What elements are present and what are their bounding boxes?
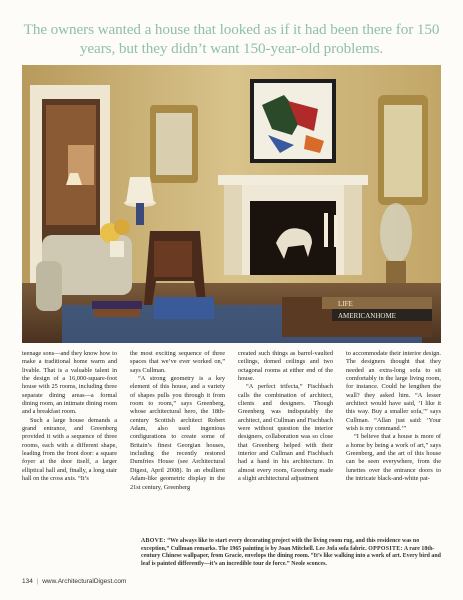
column-2 xyxy=(130,350,225,530)
book-spine-1: LIFE xyxy=(338,300,353,308)
paragraph: “A perfect trifecta,” Fischbach calls the combination of architect, clients and designers. Though Greenberg was indisputably the architect, and Cullman and Fischbach were without question the interior designers, collaboration was so close that Greenberg helped with their interior and Cullman and Fischbach had a hand in his architecture. In almost every room, Greenberg made a slight architectural adjustment xyxy=(238,383,333,483)
living-room-photo xyxy=(22,65,441,343)
living-room-illustration xyxy=(22,65,441,343)
footer-separator: | xyxy=(36,578,39,585)
caption-lead-above: ABOVE: xyxy=(141,538,166,544)
caption-text-above: “We always like to start every decorating project with the living room rug, and this residence was no exception,” Cullman remarks. The 1965 painting is by Joan Mitchell. Lee Jofa sofa fabric. xyxy=(141,538,420,552)
pull-quote: The owners wanted a house that looked as if it had been there for 150 years, but they didn’t want 150-year-old problems. xyxy=(23,21,440,57)
column-3 xyxy=(238,350,333,530)
paragraph: “A strong geometry is a key element of this house, and a variety of shapes pulls you through it from room to room,” says Greenberg, whose architectural hero, the 18th-century Scottish architect Robert Adam, also used ingenious configurations to create some of Britain’s finest Georgian houses, including the recently restored Dumfries House (see Architectural Digest, April 2008). In an ebullient Adam-like geometric display in the 21st century, Greenberg xyxy=(130,375,225,491)
caption-text-opposite: A rare 18th-century Chinese wallpaper, from Gracie, envelops the dining room. “It’s like walking into a work of art. Every bird and leaf is painted differently—it’s an incredible tour de force.” Neole sconces. xyxy=(141,545,441,568)
page-number: 134 xyxy=(22,578,33,585)
photo-caption xyxy=(141,538,441,569)
website-link[interactable]: www.ArchitecturalDigest.com xyxy=(42,578,127,585)
article-body xyxy=(22,350,441,530)
book-spine-2: AMERICANHOME xyxy=(338,312,396,320)
page-footer xyxy=(22,578,126,585)
paragraph: created such things as barrel-vaulted ceilings, domed ceilings and two octagonal rooms at either end of the house. xyxy=(238,350,333,383)
table-lamp xyxy=(126,177,154,203)
paragraph: teenage sons—and they know how to make a traditional home warm and livable. That is a valuable talent in the design of a 16,000-square-foot house with 25 rooms, including three separate dining areas—a formal dining room, an intimate dining room and a breakfast room. xyxy=(22,350,117,416)
caption-lead-opposite: OPPOSITE: xyxy=(368,545,403,552)
paragraph: to accommodate their interior design. The designers thought that they needed an extra-long sofa to sit comfortably in the large living room, for instance. Could he lengthen the wall? they asked him. “A lesser architect would have said, ‘I like it this way. Buy a smaller sofa,’” says Cullman. “Allan just said: ‘Your wish is my command.’” xyxy=(346,350,441,433)
column-1 xyxy=(22,350,117,530)
column-4 xyxy=(346,350,441,530)
paragraph: “I believe that a house is more of a home by being a work of art,” says Greenberg, and the art of this house can be seen everywhere, from the lunettes over the entrance doors to the intricate black-and-white pat- xyxy=(346,433,441,483)
paragraph: the most exciting sequence of three spaces that we’ve ever worked on,” says Cullman. xyxy=(130,350,225,374)
paragraph: Such a large house demands a grand entrance, and Greenberg provided it with a sequence of three rooms, each with a different shape, leading from the front door: a square foyer at the door itself, a larger elliptical hall and, finally, a long stair hall on the cross axis. “It’s xyxy=(22,416,117,483)
hurricane-lamp xyxy=(380,203,412,263)
mantelpiece xyxy=(218,175,368,185)
